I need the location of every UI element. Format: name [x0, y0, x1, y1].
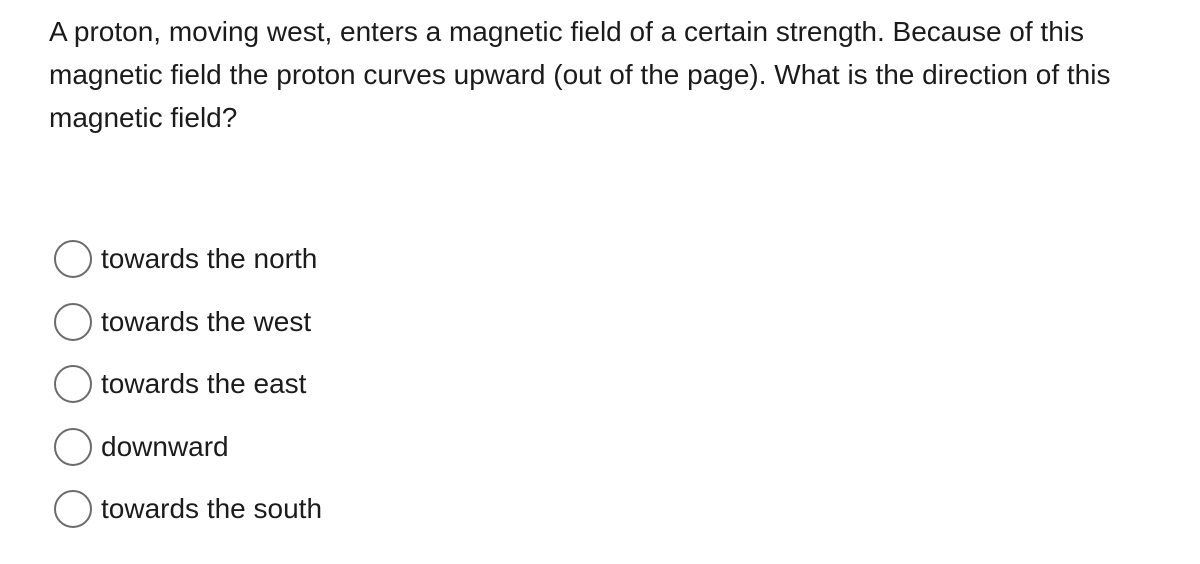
option-towards-the-north[interactable] [54, 238, 654, 280]
option-towards-the-east[interactable] [54, 363, 654, 405]
option-towards-the-south[interactable] [54, 488, 654, 530]
option-towards-the-west[interactable] [54, 301, 654, 343]
option-label: towards the south [101, 493, 323, 524]
radio-button[interactable] [54, 303, 92, 341]
question-text: A proton, moving west, enters a magnetic field of a certain strength. Because of this magnetic field the proton curves upward (out of the page). What is the direction of this magnetic field? [49, 16, 1111, 133]
option-label: downward [101, 430, 229, 462]
option-label: towards the east [101, 368, 307, 399]
radio-button[interactable] [54, 240, 92, 278]
radio-button[interactable] [54, 365, 92, 403]
radio-button[interactable] [54, 490, 92, 528]
radio-button[interactable] [54, 428, 92, 466]
option-label: towards the west [101, 305, 312, 337]
answer-options [54, 238, 654, 551]
option-downward[interactable] [54, 426, 654, 468]
option-label: towards the north [101, 243, 318, 274]
